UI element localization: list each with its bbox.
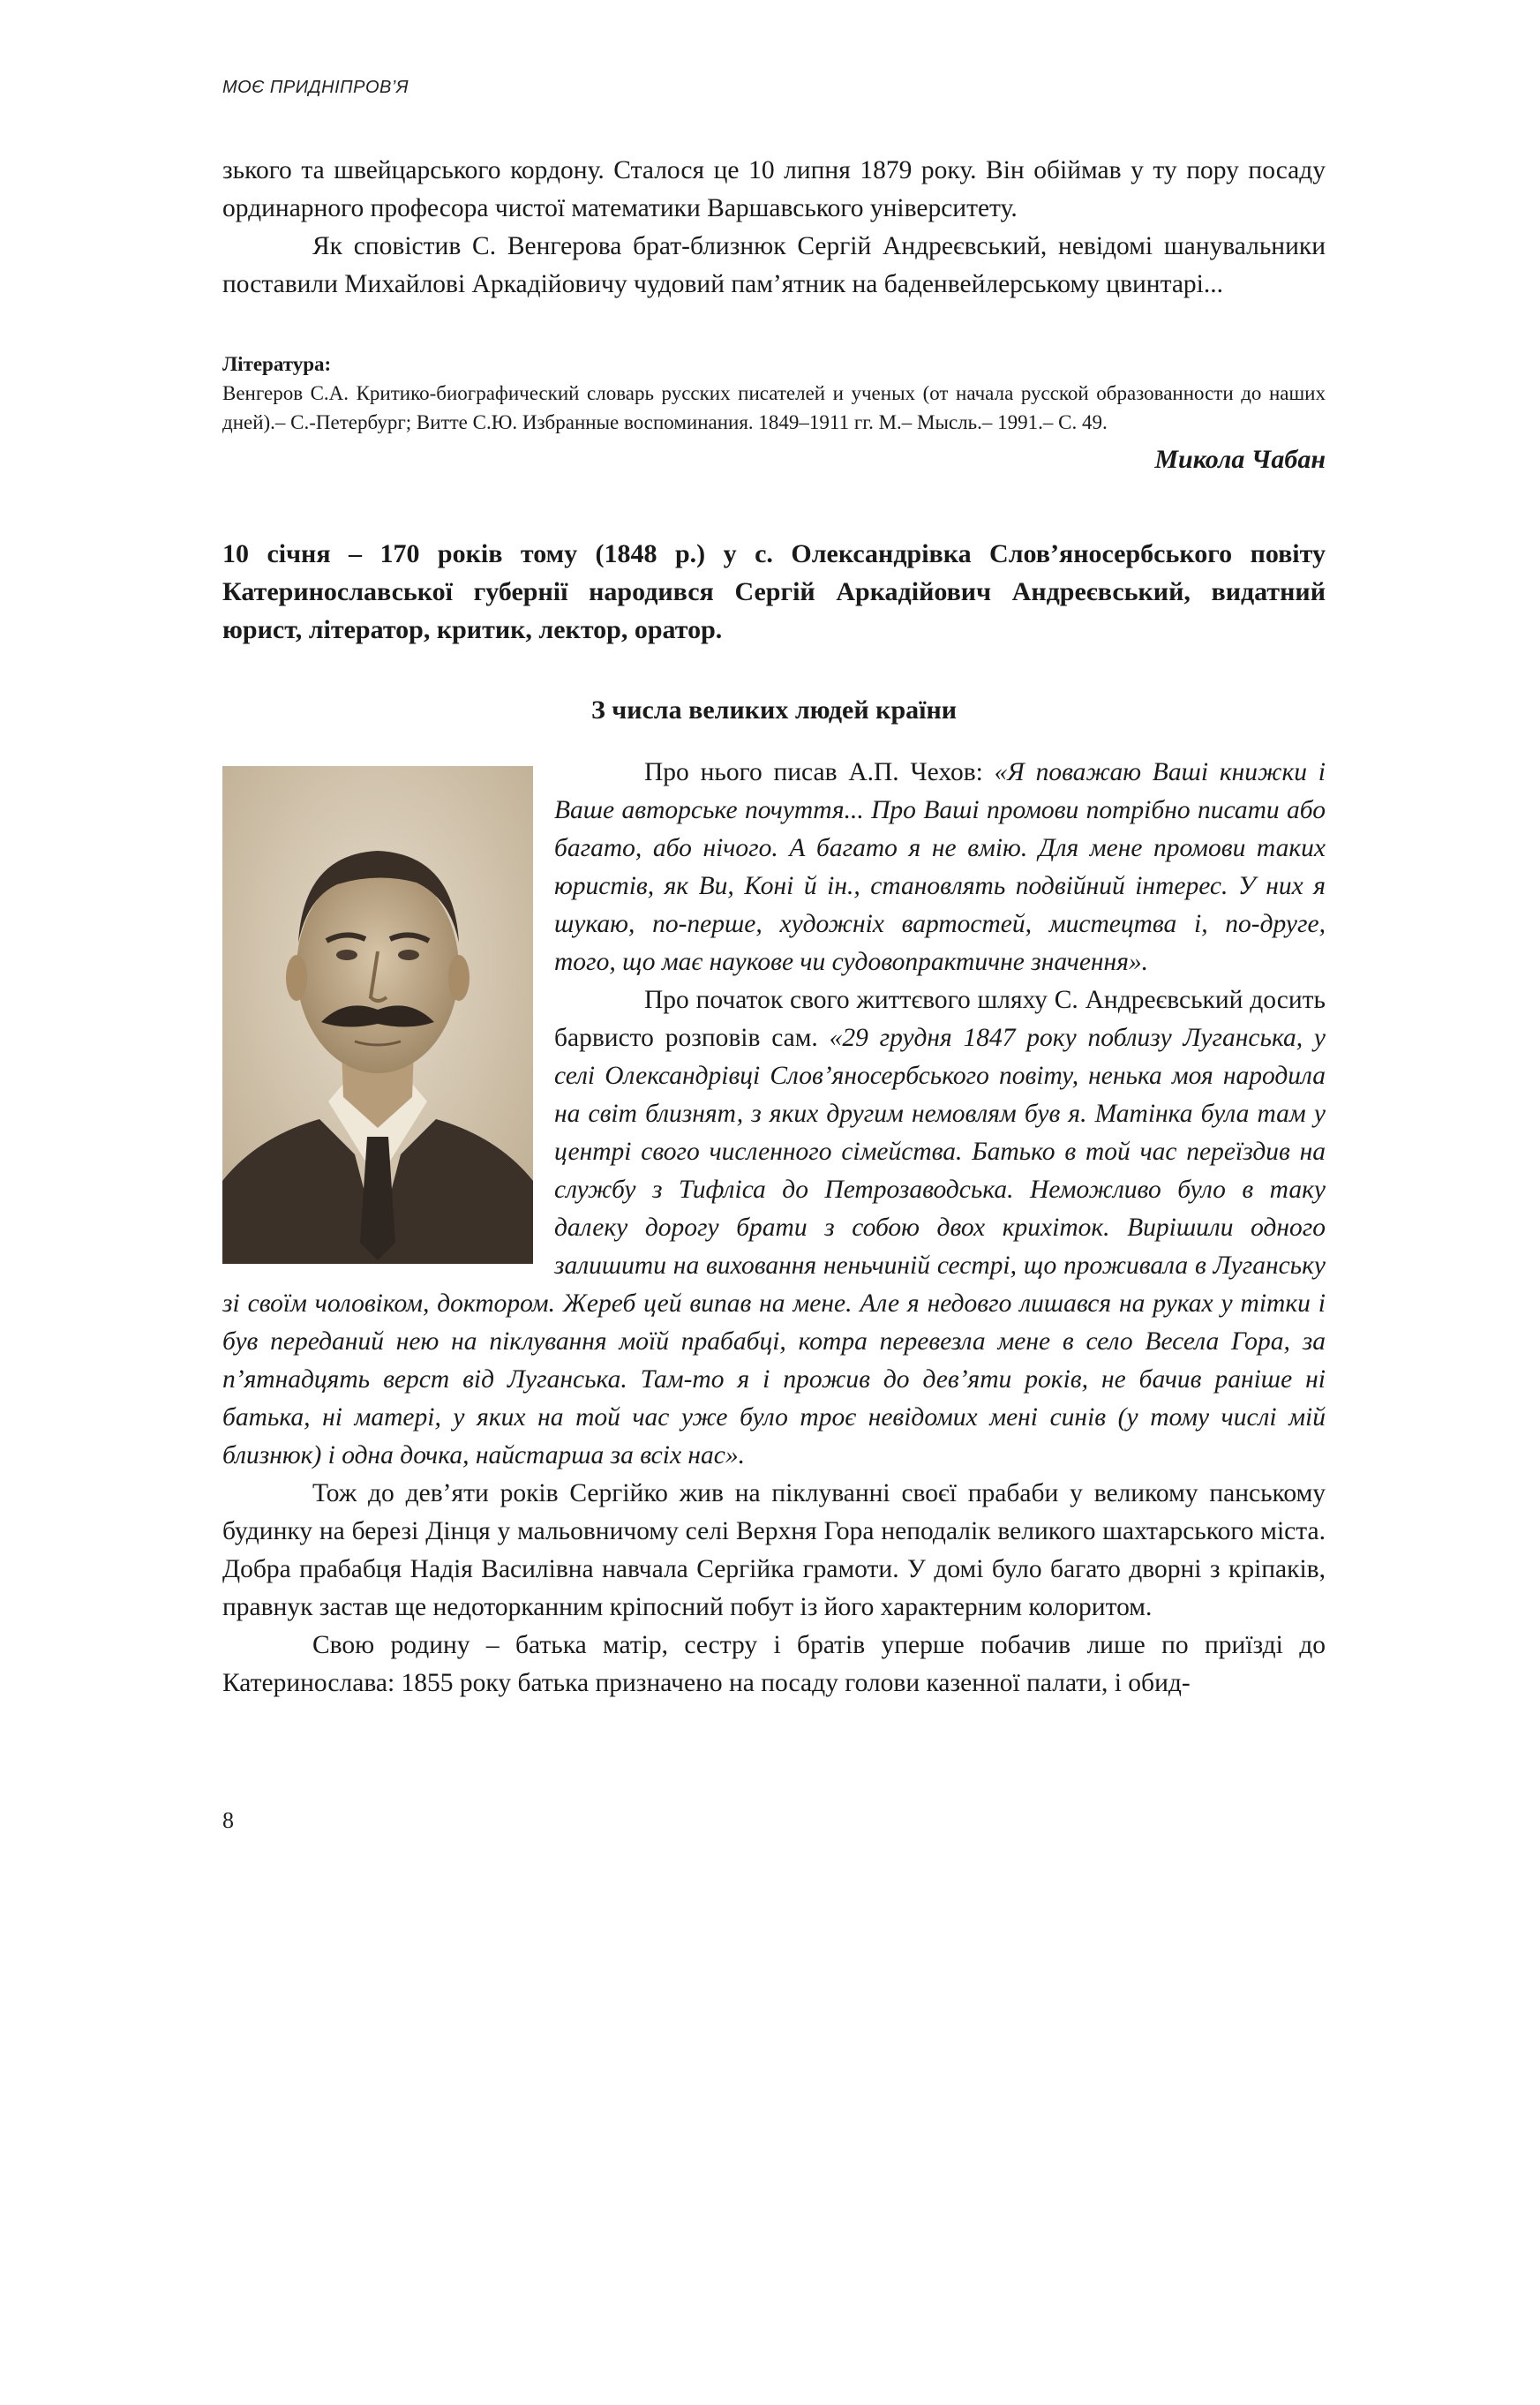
paragraph-intro-end: зького та швейцарського кордону. Сталося це 10 липня 1879 року. Він обіймав у ту пору посаду ординарного професора чистої математики Варшавського університету. — [222, 156, 1326, 222]
literature-block — [222, 349, 1326, 437]
chekhov-quote: «Я поважаю Ваші книжки і Ваше авторське почуття... Про Ваші промови потрібно писати або багато, або нічого. А багато я не вмію. Для мене промови таких юристів, як Ви, Коні й ін., становлять подвійний інтерес. У них я шукаю, по-перше, художніх вартостей, мистецтва і, по-друге, того, що має наукове чи судовопрактичне значення». — [554, 758, 1326, 976]
literature-title: Література: — [222, 353, 332, 375]
article-title: З числа великих людей країни — [590, 695, 958, 725]
portrait-photo — [222, 766, 533, 1264]
running-head: МОЄ ПРИДНІПРОВ’Я — [222, 78, 409, 97]
memoir-quote: «29 грудня 1847 року поблизу Луганська, у селі Олександрівці Слов’яносербського повіту, ненька моя народила на світ близнят, з яких другим немовлям був я. Матінка була там у центрі свого численного сімейства. Батько в той час переїздив на службу з Тифліса до Петрозаводська. Неможливо було в таку далеку дорогу брати з собою двох крихіток. Вирішили одного залишити на виховання неньчиній сестрі, що проживала в Луганську зі своїм чоловіком, доктором. Жереб цей випав на мене. Але я недовго лишався на руках у тітки і був переданий нею на піклування моїй прабабці, котра перевезла мене в село Весела Гора, за п’ятнадцять верст від Луганська. Там-то я і прожив до дев’яти років, не бачив раніше ні батька, ні матері, у яких на той час уже було троє невідомих мені синів (у тому числі мій близнюк) і одна дочка, найстарша за всіх нас». — [222, 1024, 1326, 1469]
literature-text: Венгеров С.А. Критико-биографический словарь русских писателей и ученых (от начала русской образованности до наших дней).– С.-Петербург; Витте С.Ю. Избранные воспоминания. 1849–1911 гг. М.– Мысль.– 1991.– С. 49. — [222, 382, 1326, 433]
memoir-intro: Про початок свого життєвого шляху С. Андреєвський досить барвисто розповів сам. — [554, 986, 1326, 1052]
chekhov-intro: Про нього писав А.П. Чехов: — [644, 758, 995, 786]
paragraph-family: Свою родину – батька матір, сестру і братів уперше побачив лише по приїзді до Катеринослава: 1855 року батька призначено на посаду голови казенної палати, і обид- — [222, 1631, 1326, 1697]
author-signature: Микола Чабан — [1154, 445, 1326, 474]
paragraph-childhood: Тож до дев’яти років Сергійко жив на піклуванні своєї прабаби у великому панському будинку на березі Дінця у мальовничому селі Верхня Гора неподалік великого шахтарського міста. Добра прабабця Надія Василівна навчала Сергійка грамоти. У домі було багато дворні з кріпаків, правнук застав ще недоторканним кріпосний побут із його характерним колоритом. — [222, 1479, 1326, 1621]
page-number: 8 — [222, 1808, 234, 1833]
paragraph-monument: Як сповістив С. Венгерова брат-близнюк Сергій Андреєвський, невідомі шанувальники поставили Михайлові Аркадійовичу чудовий пам’ятник на баденвейлерському цвинтарі... — [222, 232, 1326, 298]
portrait-illustration — [222, 766, 533, 1264]
lead-paragraph: 10 січня – 170 років тому (1848 р.) у с. Олександрівка Слов’яносербського повіту Катеринославської губернії народився Сергій Аркадійович Андреєвський, видатний юрист, літератор, критик, лектор, оратор. — [222, 539, 1326, 644]
article-body — [222, 152, 1326, 1702]
